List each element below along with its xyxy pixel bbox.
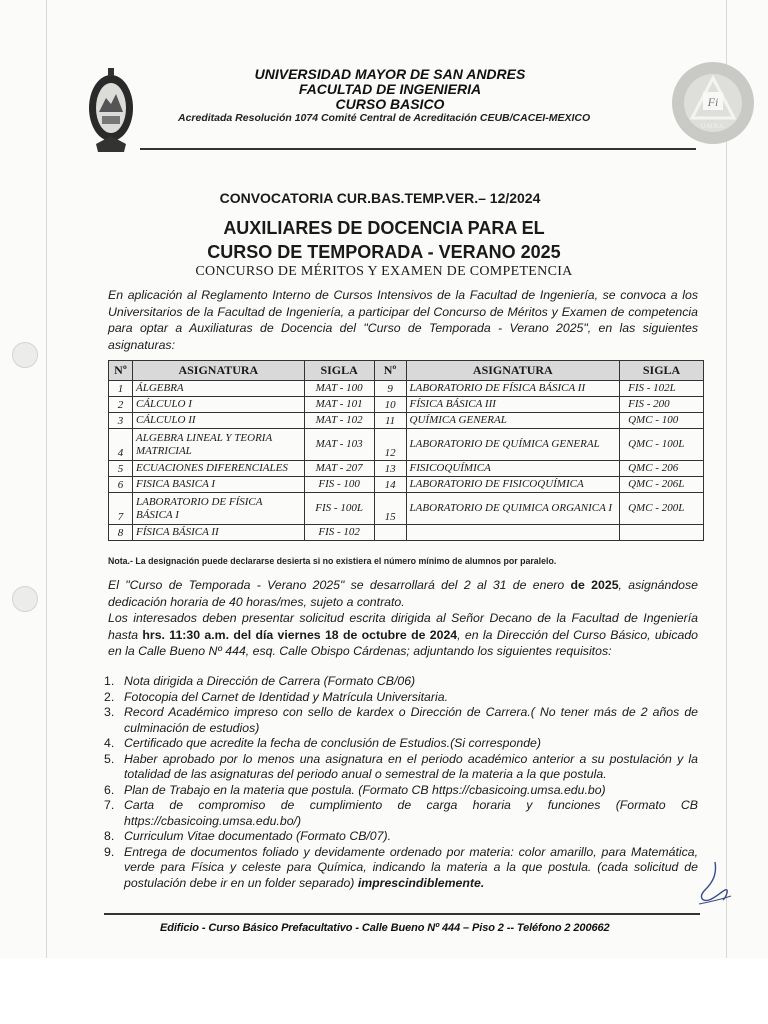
table-note: Nota.- La designación puede declararse desierta si no existiera el número mínimo de alumnos por paralelo. — [108, 556, 557, 566]
cell-code: QMC - 100 — [620, 413, 704, 429]
faculty-seal-icon — [670, 60, 756, 146]
item-text: Curriculum Vitae documentado (Formato CB/07). — [124, 829, 392, 843]
requirement-item — [104, 690, 698, 706]
item-number: 3. — [104, 705, 115, 719]
requirement-item — [104, 674, 698, 690]
cell-code: QMC - 206L — [620, 477, 704, 493]
cell-num: 4 — [109, 429, 133, 461]
cell-subject: QUÍMICA GENERAL — [406, 413, 620, 429]
cell-code: FIS - 100L — [304, 493, 374, 525]
unit-name: CURSO BASICO — [335, 96, 445, 112]
cell-code: FIS - 200 — [620, 397, 704, 413]
cell-num: 12 — [374, 429, 406, 461]
cell-code: MAT - 207 — [304, 461, 374, 477]
item-number: 9. — [104, 844, 115, 859]
punch-hole — [12, 586, 38, 612]
cell-code: MAT - 101 — [304, 397, 374, 413]
item-number: 1. — [104, 674, 115, 688]
item-text: Nota dirigida a Dirección de Carrera (Formato CB/06) — [124, 674, 416, 688]
cell-subject: LABORATORIO DE FISICOQUÍMICA — [406, 477, 620, 493]
requirement-item — [104, 736, 698, 752]
col-header-subject: ASIGNATURA — [132, 361, 304, 381]
requirement-item — [104, 829, 698, 845]
fold-line — [46, 0, 47, 958]
schedule-year: de 2025 — [570, 578, 619, 592]
table-row — [109, 493, 704, 525]
cell-num: 10 — [374, 397, 406, 413]
application-text: Los interesados deben presentar solicitud escrita dirigida al Señor Decano de la Facultad de Ingeniería hasta — [108, 611, 698, 642]
table-row — [109, 397, 704, 413]
seal-sub: U.M.S.A. — [700, 124, 726, 130]
title-line-1: AUXILIARES DE DOCENCIA PARA EL — [223, 218, 545, 238]
col-header-num: Nº — [374, 361, 406, 381]
item-number: 4. — [104, 736, 115, 750]
cell-subject: LABORATORIO DE FÍSICA BÁSICA II — [406, 381, 620, 397]
cell-subject: FISICOQUÍMICA — [406, 461, 620, 477]
schedule-paragraph — [108, 577, 698, 610]
col-header-code: SIGLA — [304, 361, 374, 381]
cell-subject: FÍSICA BÁSICA III — [406, 397, 620, 413]
cell-code: FIS - 102 — [304, 525, 374, 541]
table-row — [109, 429, 704, 461]
schedule-text: El "Curso de Temporada - Verano 2025" se desarrollará del 2 al 31 de enero — [108, 578, 571, 592]
table-row — [109, 477, 704, 493]
signature-mark-icon — [695, 860, 733, 908]
cell-code: FIS - 102L — [620, 381, 704, 397]
cell-num: 11 — [374, 413, 406, 429]
seal-monogram: Fi — [707, 95, 719, 109]
faculty-seal — [670, 60, 756, 146]
table-row — [109, 461, 704, 477]
cell-num: 5 — [109, 461, 133, 477]
punch-hole — [12, 342, 38, 368]
item-number: 6. — [104, 782, 115, 797]
item-text: Carta de compromiso de cumplimiento de carga horaria y funciones (Formato CB https://cbasicoing.umsa.edu.bo/) — [124, 798, 698, 828]
cell-subject: LABORATORIO DE FÍSICA BÁSICA I — [132, 493, 304, 525]
cell-num — [374, 525, 406, 541]
item-text: Fotocopia del Carnet de Identidad y Matrícula Universitaria. — [124, 689, 448, 704]
cell-code — [620, 525, 704, 541]
requirement-item — [104, 705, 698, 736]
cell-num: 2 — [109, 397, 133, 413]
table-header-row — [109, 361, 704, 381]
cell-num: 6 — [109, 477, 133, 493]
footer-address: Edificio - Curso Básico Prefacultativo - Calle Bueno Nº 444 – Piso 2 -- Teléfono 2 200662 — [160, 922, 610, 934]
deadline: hrs. 11:30 a.m. del día viernes 18 de octubre de 2024 — [142, 627, 458, 642]
requirement-item — [104, 752, 698, 783]
table-row — [109, 525, 704, 541]
item-number: 7. — [104, 798, 115, 812]
cell-subject: FISICA BASICA I — [132, 477, 304, 493]
faculty-name: FACULTAD DE INGENIERIA — [298, 81, 482, 97]
col-header-subject: ASIGNATURA — [406, 361, 620, 381]
table-row — [109, 413, 704, 429]
cell-num: 8 — [109, 525, 133, 541]
cell-subject: ÁLGEBRA — [132, 381, 304, 397]
col-header-num: Nº — [109, 361, 133, 381]
item-number: 5. — [104, 751, 115, 766]
cell-subject: LABORATORIO DE QUIMICA ORGANICA I — [406, 493, 620, 525]
title-line-2: CURSO DE TEMPORADA - VERANO 2025 — [207, 242, 561, 262]
cell-subject: ECUACIONES DIFERENCIALES — [132, 461, 304, 477]
cell-code: MAT - 100 — [304, 381, 374, 397]
item-emphasis: imprescindiblemente. — [357, 875, 485, 890]
cell-subject: ALGEBRA LINEAL Y TEORIA MATRICIAL — [132, 429, 304, 461]
item-number: 8. — [104, 829, 115, 843]
requirements-list — [104, 674, 698, 891]
header-divider — [140, 148, 696, 150]
cell-subject: CÁLCULO I — [132, 397, 304, 413]
col-header-code: SIGLA — [620, 361, 704, 381]
cell-code: QMC - 100L — [620, 429, 704, 461]
cell-code: MAT - 103 — [304, 429, 374, 461]
item-text: Certificado que acredite la fecha de conclusión de Estudios.(Si corresponde) — [124, 736, 541, 750]
cell-subject: CÁLCULO II — [132, 413, 304, 429]
university-name: UNIVERSIDAD MAYOR DE SAN ANDRES — [254, 66, 526, 82]
cell-num: 13 — [374, 461, 406, 477]
cell-num: 14 — [374, 477, 406, 493]
cell-subject: FÍSICA BÁSICA II — [132, 525, 304, 541]
convocatoria-code: CONVOCATORIA CUR.BAS.TEMP.VER.– 12/2024 — [219, 190, 541, 206]
accreditation-line: Acreditada Resolución 1074 Comité Central de Acreditación CEUB/CACEI-MEXICO — [178, 112, 591, 124]
requirement-item — [104, 798, 698, 829]
schedule-text: , asignándose dedicación horaria de 40 horas/mes, sujeto a contrato. — [108, 578, 698, 609]
item-text: Plan de Trabajo en la materia que postula. (Formato CB https://cbasicoing.umsa.edu.bo) — [124, 782, 606, 797]
cell-subject: LABORATORIO DE QUÍMICA GENERAL — [406, 429, 620, 461]
item-text: Haber aprobado por lo menos una asignatura en el periodo académico anterior a su postulación y la totalidad de las asignaturas del periodo anual o semestral de la materia a la que postula. — [124, 751, 698, 781]
university-seal-icon — [86, 64, 136, 154]
item-text: Entrega de documentos foliado y devidamente ordenado por materia: color amarillo, para Matemática, verde para Física y celeste para Química, indicando la materia a la que postula. (cada solicitud de postulación debe ir en un folder separado) — [124, 844, 698, 890]
cell-code: QMC - 200L — [620, 493, 704, 525]
cell-num: 7 — [109, 493, 133, 525]
footer-divider — [104, 913, 700, 915]
application-text: , en la Dirección del Curso Básico, ubicado en la Calle Bueno Nº 444, esq. Calle Obispo Cárdenas; adjuntando los siguientes requisitos: — [108, 627, 698, 658]
item-text: Record Académico impreso con sello de kardex o Dirección de Carrera.( No tener más de 2 años de culminación de estudios) — [124, 705, 698, 735]
cell-code: QMC - 206 — [620, 461, 704, 477]
cell-num: 9 — [374, 381, 406, 397]
cell-num: 1 — [109, 381, 133, 397]
cell-code: MAT - 102 — [304, 413, 374, 429]
cell-num: 3 — [109, 413, 133, 429]
item-number: 2. — [104, 689, 115, 704]
intro-paragraph: En aplicación al Reglamento Interno de Cursos Intensivos de la Facultad de Ingeniería, se convoca a los Universitarios de la Facultad de Ingeniería, a participar del Concurso de Méritos y Examen de competencia para optar a Auxiliaturas de Docencia del "Curso de Temporada - Verano 2025", en las siguientes asignaturas: — [108, 288, 698, 352]
requirement-item — [104, 783, 698, 799]
cell-code: FIS - 100 — [304, 477, 374, 493]
requirement-item — [104, 845, 698, 892]
cell-subject — [406, 525, 620, 541]
table-row — [109, 381, 704, 397]
cell-num: 15 — [374, 493, 406, 525]
application-paragraph — [108, 610, 698, 660]
subtitle: CONCURSO DE MÉRITOS Y EXAMEN DE COMPETENCIA — [195, 264, 573, 279]
subjects-table — [108, 360, 704, 541]
